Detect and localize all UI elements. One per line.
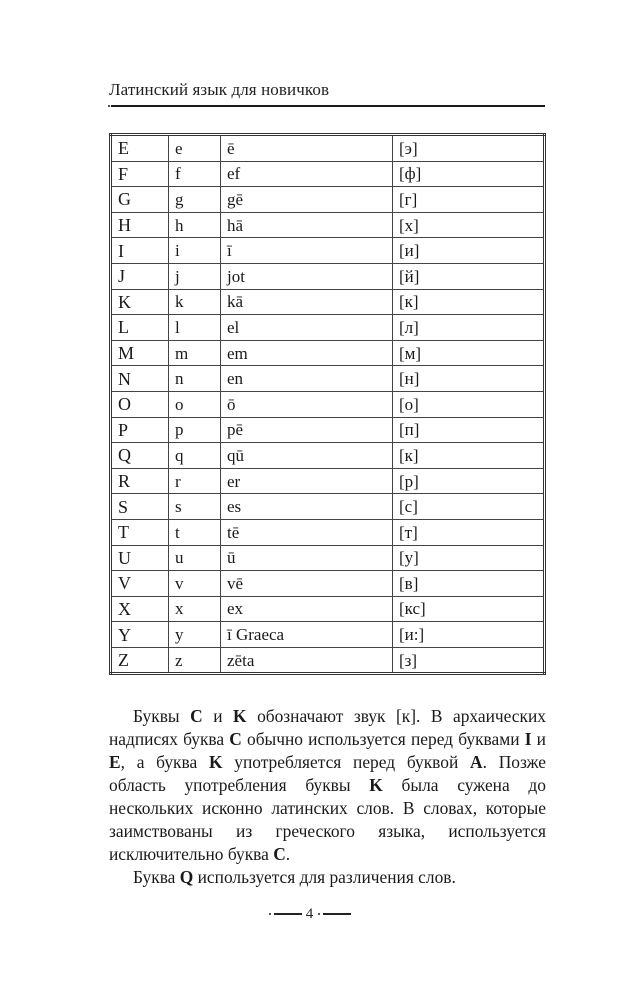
uppercase-letter-cell: L — [111, 315, 169, 341]
bold-letter: I — [524, 729, 532, 749]
table-row — [111, 340, 545, 366]
lowercase-letter-cell: x — [169, 596, 221, 622]
letter-name-cell: ī — [221, 238, 393, 264]
text-run: обозначают звук [к]. В архаических надписях буква — [109, 706, 546, 749]
uppercase-letter-cell: H — [111, 212, 169, 238]
bold-letter: C — [190, 706, 203, 726]
bold-letter: K — [208, 752, 223, 772]
lowercase-letter-cell: m — [169, 340, 221, 366]
lowercase-letter-cell: i — [169, 238, 221, 264]
table-row — [111, 187, 545, 213]
letter-name-cell: en — [221, 366, 393, 392]
uppercase-letter-cell: I — [111, 238, 169, 264]
lowercase-letter-cell: t — [169, 519, 221, 545]
text-run: употребляется перед буквой — [222, 752, 471, 772]
uppercase-letter-cell: Y — [111, 622, 169, 648]
lowercase-letter-cell: h — [169, 212, 221, 238]
letter-name-cell: tē — [221, 519, 393, 545]
pronunciation-cell: [э] — [393, 135, 545, 162]
uppercase-letter-cell: M — [111, 340, 169, 366]
bold-letter: C — [273, 844, 286, 864]
pronunciation-cell: [ф] — [393, 161, 545, 187]
lowercase-letter-cell: g — [169, 187, 221, 213]
uppercase-letter-cell: O — [111, 391, 169, 417]
bold-letter: Q — [179, 867, 194, 887]
pronunciation-cell: [в] — [393, 571, 545, 597]
footer-dot — [318, 913, 320, 915]
letter-name-cell: ex — [221, 596, 393, 622]
text-run: Буква — [133, 867, 180, 887]
table-row — [111, 622, 545, 648]
header-rule-dot — [108, 105, 110, 107]
lowercase-letter-cell: r — [169, 468, 221, 494]
table-row — [111, 417, 545, 443]
lowercase-letter-cell: p — [169, 417, 221, 443]
table-row — [111, 647, 545, 674]
running-head-title: Латинский язык для новичков — [109, 80, 330, 99]
paragraph-letters-c-k — [109, 705, 546, 866]
pronunciation-cell: [и:] — [393, 622, 545, 648]
pronunciation-cell: [л] — [393, 315, 545, 341]
pronunciation-cell: [с] — [393, 494, 545, 520]
text-run: . — [285, 844, 291, 864]
pronunciation-cell: [т] — [393, 519, 545, 545]
pronunciation-cell: [о] — [393, 391, 545, 417]
uppercase-letter-cell: R — [111, 468, 169, 494]
letter-name-cell: ū — [221, 545, 393, 571]
lowercase-letter-cell: q — [169, 443, 221, 469]
uppercase-letter-cell: K — [111, 289, 169, 315]
page-footer — [0, 903, 619, 923]
uppercase-letter-cell: E — [111, 135, 169, 162]
bold-letter: C — [229, 729, 242, 749]
table-row — [111, 263, 545, 289]
table-row — [111, 519, 545, 545]
uppercase-letter-cell: S — [111, 494, 169, 520]
letter-name-cell: jot — [221, 263, 393, 289]
letter-name-cell: zēta — [221, 647, 393, 674]
lowercase-letter-cell: v — [169, 571, 221, 597]
pronunciation-cell: [п] — [393, 417, 545, 443]
pronunciation-cell: [х] — [393, 212, 545, 238]
uppercase-letter-cell: N — [111, 366, 169, 392]
text-run: , а буква — [120, 752, 209, 772]
letter-name-cell: pē — [221, 417, 393, 443]
footer-dash — [274, 913, 302, 915]
uppercase-letter-cell: P — [111, 417, 169, 443]
table-row — [111, 238, 545, 264]
pronunciation-cell: [н] — [393, 366, 545, 392]
pronunciation-cell: [кс] — [393, 596, 545, 622]
letter-name-cell: hā — [221, 212, 393, 238]
pronunciation-cell: [к] — [393, 289, 545, 315]
uppercase-letter-cell: J — [111, 263, 169, 289]
body-text — [109, 705, 546, 889]
table-row — [111, 443, 545, 469]
uppercase-letter-cell: Q — [111, 443, 169, 469]
letter-name-cell: ē — [221, 135, 393, 162]
pronunciation-cell: [и] — [393, 238, 545, 264]
text-run: была сужена до нескольких исконно латинских слов. В словах, которые заимствованы из греческого языка, используется исключительно буква — [109, 775, 546, 864]
page-number-ornament — [268, 906, 352, 923]
lowercase-letter-cell: u — [169, 545, 221, 571]
text-run: и — [202, 706, 234, 726]
lowercase-letter-cell: y — [169, 622, 221, 648]
lowercase-letter-cell: n — [169, 366, 221, 392]
pronunciation-cell: [у] — [393, 545, 545, 571]
table-body — [111, 135, 545, 674]
uppercase-letter-cell: G — [111, 187, 169, 213]
letter-name-cell: gē — [221, 187, 393, 213]
table-row — [111, 571, 545, 597]
table-row — [111, 494, 545, 520]
letter-name-cell: em — [221, 340, 393, 366]
table-row — [111, 161, 545, 187]
letter-name-cell: ō — [221, 391, 393, 417]
pronunciation-cell: [й] — [393, 263, 545, 289]
bold-letter: K — [369, 775, 383, 795]
uppercase-letter-cell: Z — [111, 647, 169, 674]
pronunciation-cell: [г] — [393, 187, 545, 213]
text-run: используется для различения слов. — [193, 867, 456, 887]
table-row — [111, 468, 545, 494]
latin-alphabet-table — [109, 133, 546, 675]
text-run: . Позже область употребления буквы — [109, 752, 547, 795]
text-run: обычно используется перед буквами — [241, 729, 525, 749]
letter-name-cell: ef — [221, 161, 393, 187]
header-rule — [111, 105, 545, 107]
table-row — [111, 545, 545, 571]
lowercase-letter-cell: o — [169, 391, 221, 417]
lowercase-letter-cell: j — [169, 263, 221, 289]
letter-name-cell: qū — [221, 443, 393, 469]
bold-letter: E — [109, 752, 121, 772]
lowercase-letter-cell: k — [169, 289, 221, 315]
lowercase-letter-cell: l — [169, 315, 221, 341]
bold-letter: K — [233, 706, 247, 726]
letter-name-cell: vē — [221, 571, 393, 597]
uppercase-letter-cell: T — [111, 519, 169, 545]
text-run: Буквы — [133, 706, 191, 726]
paragraph-letter-q — [109, 866, 546, 889]
table-row — [111, 315, 545, 341]
table-row — [111, 596, 545, 622]
table-row — [111, 289, 545, 315]
letter-name-cell: kā — [221, 289, 393, 315]
lowercase-letter-cell: f — [169, 161, 221, 187]
table-row — [111, 135, 545, 162]
uppercase-letter-cell: V — [111, 571, 169, 597]
uppercase-letter-cell: X — [111, 596, 169, 622]
footer-dash — [323, 913, 351, 915]
footer-dot — [269, 913, 271, 915]
bold-letter: A — [470, 752, 483, 772]
lowercase-letter-cell: e — [169, 135, 221, 162]
uppercase-letter-cell: F — [111, 161, 169, 187]
table-row — [111, 366, 545, 392]
text-run: и — [531, 729, 546, 749]
letter-name-cell: el — [221, 315, 393, 341]
pronunciation-cell: [м] — [393, 340, 545, 366]
page-number: 4 — [305, 905, 314, 922]
lowercase-letter-cell: z — [169, 647, 221, 674]
pronunciation-cell: [р] — [393, 468, 545, 494]
pronunciation-cell: [з] — [393, 647, 545, 674]
letter-name-cell: er — [221, 468, 393, 494]
table-row — [111, 391, 545, 417]
pronunciation-cell: [к] — [393, 443, 545, 469]
uppercase-letter-cell: U — [111, 545, 169, 571]
lowercase-letter-cell: s — [169, 494, 221, 520]
letter-name-cell: ī Graeca — [221, 622, 393, 648]
letter-name-cell: es — [221, 494, 393, 520]
table-row — [111, 212, 545, 238]
